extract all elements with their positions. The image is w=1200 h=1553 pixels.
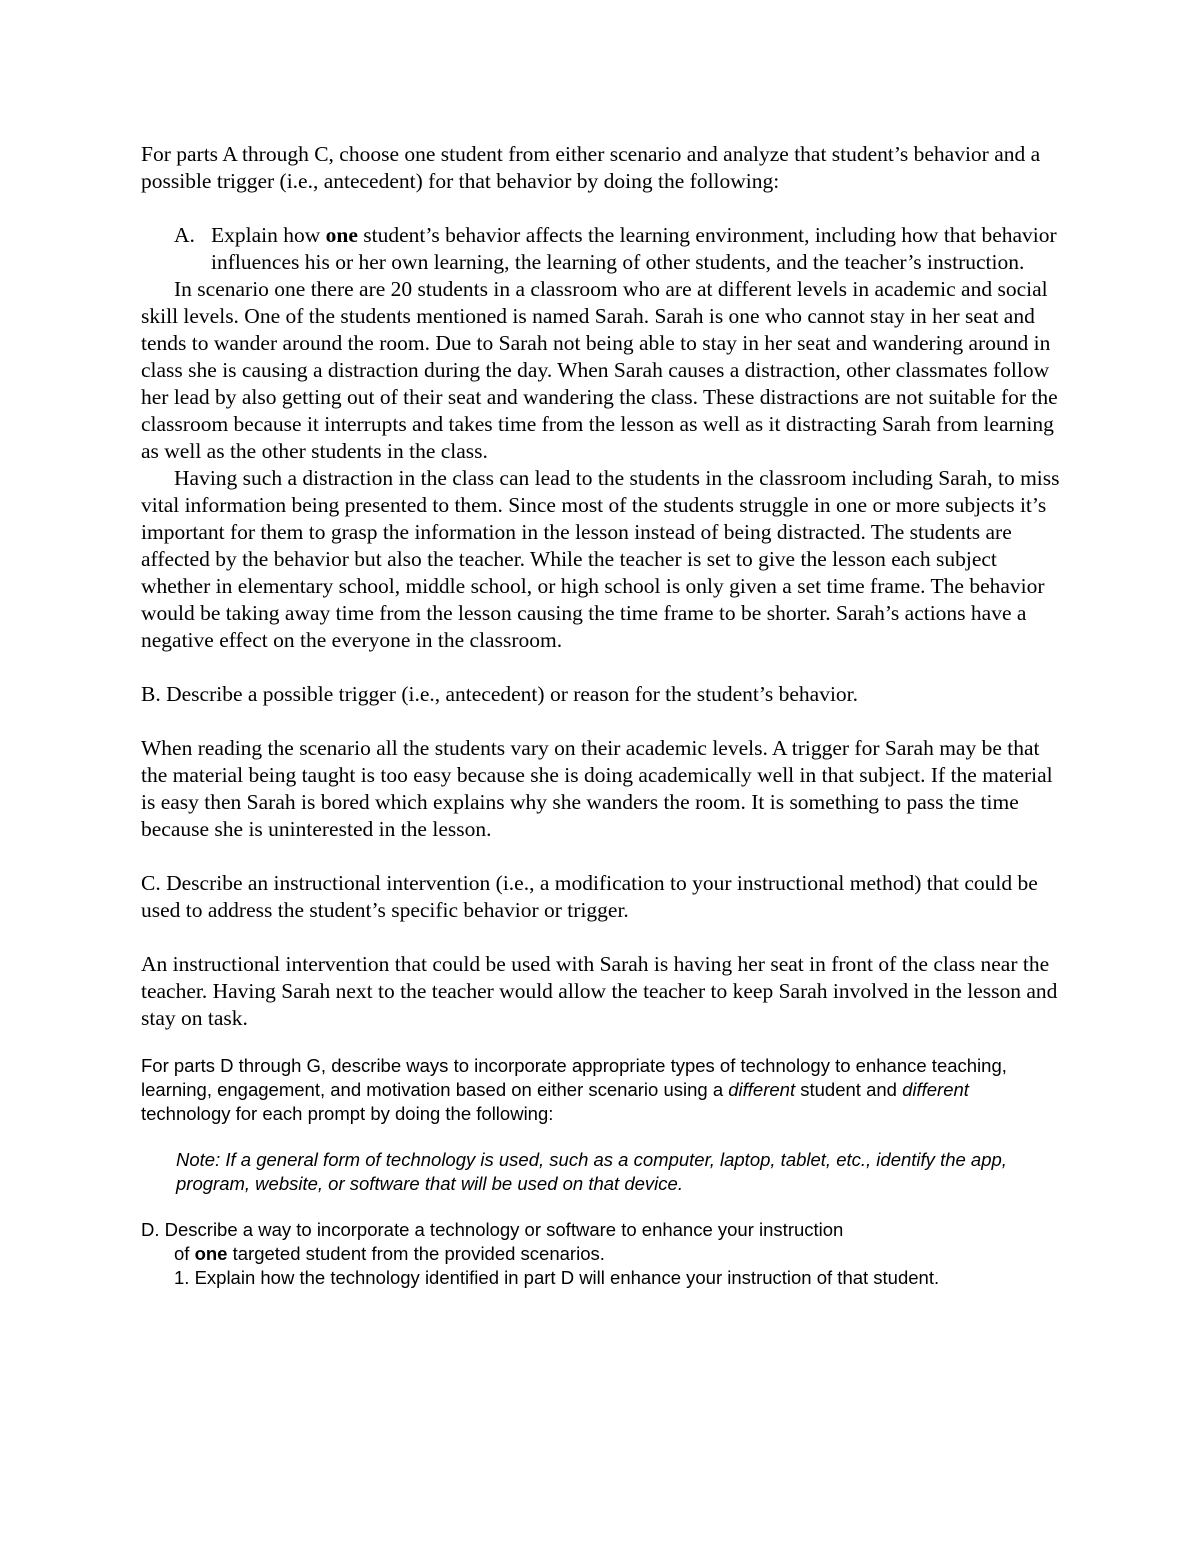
part-a-prompt-bold: one [325, 223, 358, 247]
intro-d-g-text-1: For parts D through G, describe ways to incorporate appropriate types of technology to enhance teaching, learning, engagement, and motivation based on either scenario using a [141, 1055, 1007, 1100]
intro-paragraph: For parts A through C, choose one student from either scenario and analyze that student’s behavior and a possible trigger (i.e., antecedent) for that behavior by doing the following: [141, 142, 1041, 193]
part-a-answer-paragraph-2: Having such a distraction in the class can lead to the students in the classroom including Sarah, to miss vital information being presented to them. Since most of the students struggle in one or more subjects it’s important for them to grasp the information in the lesson instead of being distracted. The students are affected by the behavior but also the teacher. While the teacher is set to give the lesson each subject whether in elementary school, middle school, or high school is only given a set time frame. The behavior would be taking away time from the lesson causing the time frame to be shorter. Sarah’s actions have a negative effect on the everyone in the classroom. [141, 466, 1060, 652]
part-d-line2-start: of [174, 1243, 195, 1264]
intro-d-g-text-2: student and [795, 1079, 903, 1100]
part-a-prompt-text [211, 222, 1061, 276]
part-a-marker: A. [174, 223, 195, 247]
intro-d-g-paragraph [141, 1054, 1061, 1126]
part-b-prompt: B. Describe a possible trigger (i.e., antecedent) or reason for the student’s behavior. [141, 682, 859, 706]
part-a-prompt-start: Explain how [211, 223, 326, 247]
part-c-prompt: C. Describe an instructional intervention (i.e., a modification to your instructional method) that could be used to address the student’s specific behavior or trigger. [141, 871, 1038, 922]
part-d-line2-end: targeted student from the provided scenarios. [227, 1243, 605, 1264]
part-b-answer: When reading the scenario all the students vary on their academic levels. A trigger for Sarah may be that the material being taught is too easy because she is doing academically well in that subject. If the material is easy then Sarah is bored which explains why she wanders the room. It is something to pass the time because she is uninterested in the lesson. [141, 736, 1053, 841]
intro-d-g-italic-1: different [728, 1079, 796, 1100]
part-a-answer-paragraph-1: In scenario one there are 20 students in a classroom who are at different levels in academic and social skill levels. One of the students mentioned is named Sarah. Sarah is one who cannot stay in her seat and tends to wander around the room. Due to Sarah not being able to stay in her seat and wandering around in class she is causing a distraction during the day. When Sarah causes a distraction, other classmates follow her lead by also getting out of their seat and wandering the class. These distractions are not suitable for the classroom because it interrupts and takes time from the lesson as well as it distracting Sarah from learning as well as the other students in the class. [141, 277, 1058, 463]
intro-d-g-text-3: technology for each prompt by doing the following: [141, 1103, 554, 1124]
intro-d-g-italic-2: different [902, 1079, 969, 1100]
part-a-prompt-end: student’s behavior affects the learning environment, including how that behavior influences his or her own learning, the learning of other students, and the teacher’s instruction. [211, 223, 1057, 274]
technology-note: Note: If a general form of technology is used, such as a computer, laptop, tablet, etc., identify the app, program, website, or software that will be used on that device. [176, 1149, 1007, 1194]
part-d-prompt-line-2 [174, 1242, 1061, 1266]
part-a-prompt [141, 222, 1061, 276]
part-d-subitem-1: 1. Explain how the technology identified in part D will enhance your instruction of that student. [174, 1267, 940, 1288]
part-d-line2-bold: one [194, 1243, 228, 1264]
part-c-answer: An instructional intervention that could be used with Sarah is having her seat in front of the class near the teacher. Having Sarah next to the teacher would allow the teacher to keep Sarah involved in the lesson and stay on task. [141, 952, 1058, 1030]
document-page [141, 141, 1061, 1290]
part-d-prompt-line-1: D. Describe a way to incorporate a technology or software to enhance your instruction [141, 1219, 844, 1240]
